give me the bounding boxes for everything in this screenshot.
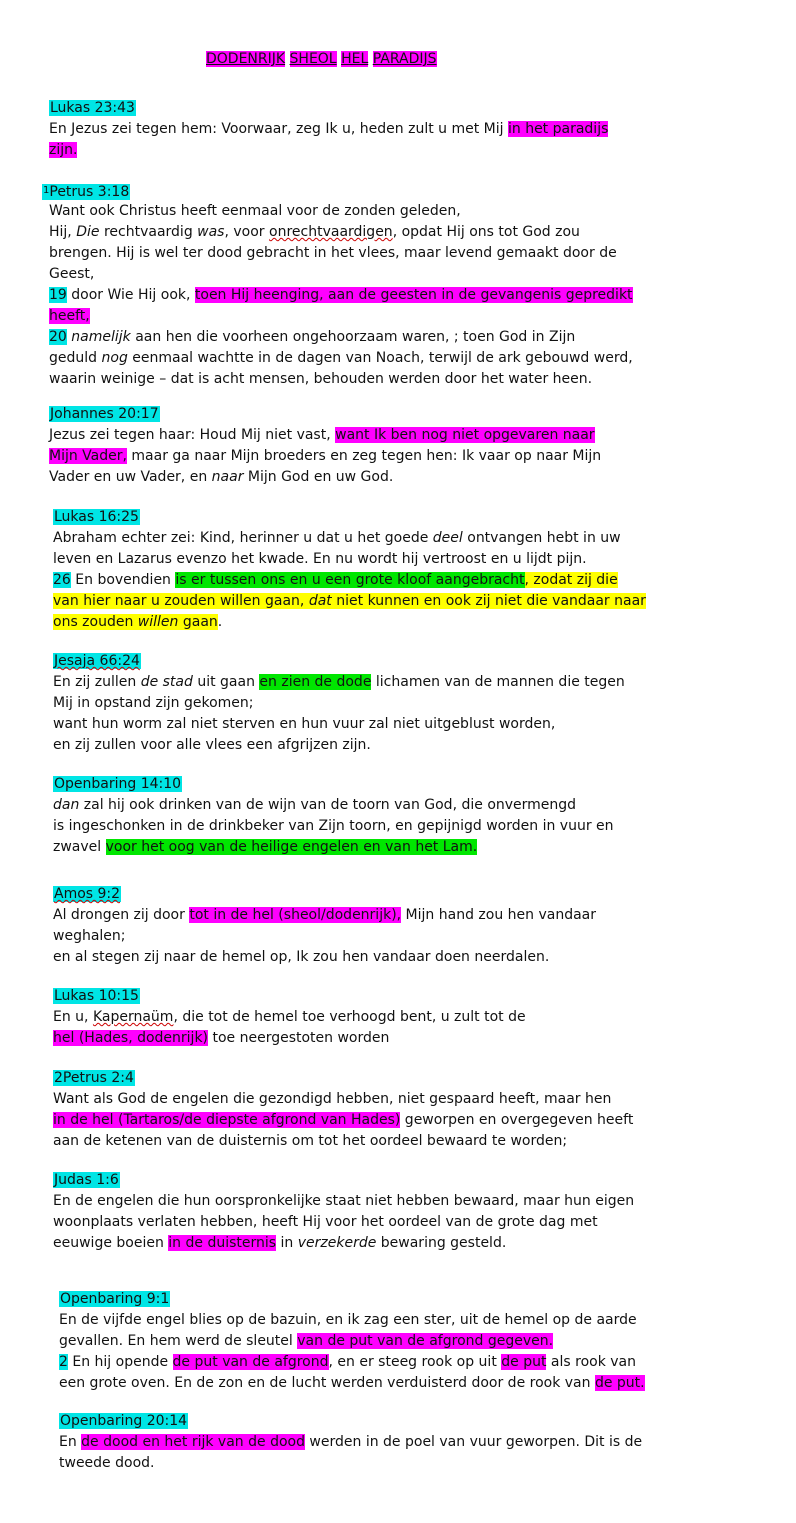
text-run: een grote oven. En de zon en de lucht werden verduisterd door de rook van	[59, 1375, 595, 1391]
text-run: Want ook Christus heeft eenmaal voor de zonden geleden,	[49, 203, 461, 219]
text-run: waarin weinige – dat is acht mensen, behouden werden door het water heen.	[49, 371, 593, 387]
text-run: , opdat Hij ons tot God zou	[392, 224, 580, 240]
passage-reference: Jesaja 66:24	[54, 653, 140, 669]
passage-line	[49, 243, 752, 264]
passage-lukas-16-25	[53, 507, 763, 633]
text-run: rechtvaardig	[99, 224, 198, 240]
passage-line	[59, 1331, 769, 1352]
passage-line	[59, 1352, 769, 1373]
magenta-highlight: want Ik ben nog niet opgevaren naar	[335, 427, 595, 443]
passage-reference: Amos 9:2	[54, 886, 121, 902]
spellcheck-word: onrechtvaardigen	[269, 224, 393, 240]
passage-line	[53, 795, 763, 816]
text-run: En Jezus zei tegen hem: Voorwaar, zeg Ik u, heden zult u met Mij	[49, 121, 508, 137]
spellcheck-word: Kapernaüm	[92, 1009, 174, 1025]
magenta-highlight: zijn.	[49, 142, 78, 158]
italic-run: verzekerde	[297, 1235, 377, 1251]
passage-line	[53, 1212, 763, 1233]
passage-line	[49, 369, 752, 390]
text-run: En u,	[53, 1009, 93, 1025]
yellow-highlight-italic: willen	[137, 614, 179, 630]
text-run: en zij zullen voor alle vlees een afgrijzen zijn.	[53, 737, 371, 753]
passage-line	[53, 1007, 763, 1028]
passage-line	[53, 591, 763, 612]
passage-line	[53, 1089, 763, 1110]
passage-line	[49, 425, 759, 446]
passage-line	[49, 201, 752, 222]
text-run: en al stegen zij naar de hemel op, Ik zou hen vandaar doen neerdalen.	[53, 949, 550, 965]
passage-reference: Openbaring 20:14	[60, 1413, 188, 1429]
passage-reference: Lukas 23:43	[50, 100, 135, 116]
passage-line	[53, 947, 763, 968]
text-run: eeuwige boeien	[53, 1235, 169, 1251]
green-highlight: voor het oog van de heilige engelen en van het Lam.	[105, 839, 478, 855]
text-run: is ingeschonken in de drinkbeker van Zijn toorn, en gepijnigd worden in vuur en	[53, 818, 614, 834]
text-run: in	[276, 1235, 298, 1251]
passage-line	[49, 264, 752, 285]
text-run: door Wie Hij ook,	[66, 287, 195, 303]
passage-line	[49, 285, 752, 306]
passage-lukas-10-15	[53, 986, 763, 1049]
text-run: geduld	[49, 350, 102, 366]
passage-line	[53, 528, 763, 549]
magenta-highlight: van de put van de afgrond gegeven.	[297, 1333, 554, 1349]
green-highlight: is er tussen ons en u een grote kloof aangebracht	[175, 572, 525, 588]
text-run: tweede dood.	[59, 1455, 155, 1471]
yellow-highlight: , zodat zij die	[524, 572, 618, 588]
magenta-highlight: Mijn Vader,	[49, 448, 127, 464]
title-word-hel: HEL	[341, 51, 369, 67]
passage-line	[49, 222, 752, 243]
magenta-highlight: heeft,	[49, 308, 90, 324]
text-run: , en er steeg rook op uit	[328, 1354, 502, 1370]
magenta-highlight: tot in de hel (sheol/dodenrijk),	[189, 907, 402, 923]
verse-number: 26	[53, 572, 71, 588]
magenta-highlight: in het paradijs	[507, 121, 609, 137]
passage-line	[59, 1453, 769, 1474]
text-run: want hun worm zal niet sterven en hun vuur zal niet uitgeblust worden,	[53, 716, 556, 732]
text-run: woonplaats verlaten hebben, heeft Hij voor het oordeel van de grote dag met	[53, 1214, 598, 1230]
title-word-paradijs: PARADIJS	[372, 51, 437, 67]
yellow-highlight: gaan	[178, 614, 218, 630]
italic-run: Die	[76, 224, 100, 240]
passage-line	[49, 467, 759, 488]
italic-run: deel	[432, 530, 463, 546]
text-run: En	[59, 1434, 82, 1450]
passage-judas-1-6	[53, 1170, 763, 1254]
text-run: werden in de poel van vuur geworpen. Dit is de	[304, 1434, 643, 1450]
text-run: Vader en uw Vader, en	[49, 469, 212, 485]
passage-line	[53, 672, 763, 693]
text-run: geworpen en overgegeven heeft	[400, 1112, 634, 1128]
title-word-sheol: SHEOL	[289, 51, 337, 67]
yellow-highlight-italic: dat	[308, 593, 332, 609]
passage-reference: Openbaring 14:10	[54, 776, 182, 792]
passage-reference: Lukas 16:25	[54, 509, 139, 525]
text-run: Jezus zei tegen haar: Houd Mij niet vast,	[49, 427, 336, 443]
text-run: zal hij ook drinken van de wijn van de toorn van God, die onvermengd	[79, 797, 577, 813]
verse-number: 19	[49, 287, 67, 303]
passage-line	[53, 570, 763, 591]
passage-reference: 2Petrus 2:4	[54, 1070, 134, 1086]
text-run: lichamen van de mannen die tegen	[371, 674, 625, 690]
text-run: En zij zullen	[53, 674, 141, 690]
passage-line	[49, 140, 759, 161]
passage-reference: Judas 1:6	[54, 1172, 119, 1188]
green-highlight: en zien de dode	[259, 674, 372, 690]
text-run: , voor	[224, 224, 270, 240]
text-run: , die tot de hemel toe verhoogd bent, u zult tot de	[173, 1009, 526, 1025]
text-run: Mij in opstand zijn gekomen;	[53, 695, 254, 711]
verse-number: 20	[49, 329, 67, 345]
text-run: Hij,	[49, 224, 77, 240]
italic-run: nog	[101, 350, 128, 366]
passage-johannes-20-17	[49, 404, 759, 488]
text-run: En hij opende	[67, 1354, 173, 1370]
passage-line	[53, 1028, 763, 1049]
text-run: Abraham echter zei: Kind, herinner u dat u het goede	[53, 530, 433, 546]
passage-line	[53, 714, 763, 735]
italic-run: namelijk	[71, 329, 131, 345]
italic-run: was	[197, 224, 225, 240]
passage-line	[53, 905, 763, 926]
page-title	[206, 49, 437, 69]
passage-openbaring-14-10	[53, 774, 763, 858]
reference-text: Petrus 3:18	[49, 184, 130, 200]
text-run: En de vijfde engel blies op de bazuin, en ik zag een ster, uit de hemel op de aarde	[59, 1312, 637, 1328]
text-run: weghalen;	[53, 928, 126, 944]
text-run: .	[217, 614, 223, 630]
title-word-dodenrijk: DODENRIJK	[206, 51, 286, 67]
text-run: zwavel	[53, 839, 106, 855]
passage-amos-9-2	[53, 884, 763, 968]
text-run: Geest,	[49, 266, 95, 282]
text-run: als rook van	[546, 1354, 637, 1370]
passage-line	[53, 926, 763, 947]
passage-line	[49, 327, 752, 348]
passage-lukas-23-43	[49, 98, 759, 161]
passage-line	[53, 1110, 763, 1131]
magenta-highlight: hel (Hades, dodenrijk)	[53, 1030, 209, 1046]
text-run: Mijn God en uw God.	[243, 469, 394, 485]
passage-2-petrus-2-4	[53, 1068, 763, 1152]
passage-line	[49, 348, 752, 369]
magenta-highlight: de put.	[594, 1375, 645, 1391]
text-run: leven en Lazarus evenzo het kwade. En nu wordt hij vertroost en u lijdt pijn.	[53, 551, 587, 567]
text-run: Al drongen zij door	[53, 907, 190, 923]
passage-1-petrus-3-18	[42, 180, 752, 390]
italic-run: de stad	[140, 674, 193, 690]
text-run: bewaring gesteld.	[376, 1235, 507, 1251]
magenta-highlight: de put	[501, 1354, 547, 1370]
passage-line	[59, 1373, 769, 1394]
text-run: toe neergestoten worden	[208, 1030, 390, 1046]
text-run: aan de ketenen van de duisternis om tot het oordeel bewaard te worden;	[53, 1133, 568, 1149]
text-run: uit gaan	[192, 674, 260, 690]
passage-line	[53, 1233, 763, 1254]
passage-line	[53, 837, 763, 858]
passage-openbaring-20-14	[59, 1411, 769, 1474]
passage-line	[53, 549, 763, 570]
passage-openbaring-9-1	[59, 1289, 769, 1394]
text-run: gevallen. En hem werd de sleutel	[59, 1333, 298, 1349]
magenta-highlight: toen Hij heenging, aan de geesten in de gevangenis gepredikt	[194, 287, 633, 303]
reference-prefix: 1	[43, 185, 50, 196]
passage-line	[49, 306, 752, 327]
passage-reference: Openbaring 9:1	[60, 1291, 170, 1307]
passage-jesaja-66-24	[53, 651, 763, 756]
passage-line	[53, 1191, 763, 1212]
text-run: maar ga naar Mijn broeders en zeg tegen hen: Ik vaar op naar Mijn	[126, 448, 602, 464]
text-run: aan hen die voorheen ongehoorzaam waren, ; toen God in Zijn	[130, 329, 576, 345]
magenta-highlight: de dood en het rijk van de dood	[81, 1434, 305, 1450]
italic-run: dan	[53, 797, 80, 813]
text-run: eenmaal wachtte in de dagen van Noach, terwijl de ark gebouwd werd,	[127, 350, 633, 366]
text-run: brengen. Hij is wel ter dood gebracht in het vlees, maar levend gemaakt door de	[49, 245, 617, 261]
magenta-highlight: in de duisternis	[168, 1235, 277, 1251]
passage-line	[53, 612, 763, 633]
passage-line	[59, 1432, 769, 1453]
passage-line	[49, 446, 759, 467]
magenta-highlight: de put van de afgrond	[172, 1354, 329, 1370]
passage-line	[59, 1310, 769, 1331]
yellow-highlight: van hier naar u zouden willen gaan,	[53, 593, 309, 609]
text-run: Want als God de engelen die gezondigd hebben, niet gespaard heeft, maar hen	[53, 1091, 612, 1107]
yellow-highlight: niet kunnen en ook zij niet die vandaar naar	[331, 593, 646, 609]
passage-reference	[42, 184, 130, 200]
passage-reference: Johannes 20:17	[50, 406, 159, 422]
magenta-highlight: in de hel (Tartaros/de diepste afgrond van Hades)	[53, 1112, 401, 1128]
passage-line	[53, 735, 763, 756]
text-run: En de engelen die hun oorspronkelijke staat niet hebben bewaard, maar hun eigen	[53, 1193, 635, 1209]
text-run: En bovendien	[70, 572, 176, 588]
passage-line	[53, 693, 763, 714]
passage-line	[53, 1131, 763, 1152]
verse-number: 2	[59, 1354, 68, 1370]
yellow-highlight: ons zouden	[53, 614, 138, 630]
passage-line	[53, 816, 763, 837]
passage-line	[49, 119, 759, 140]
italic-run: naar	[211, 469, 244, 485]
passage-reference: Lukas 10:15	[54, 988, 139, 1004]
text-run: Mijn hand zou hen vandaar	[401, 907, 596, 923]
text-run: ontvangen hebt in uw	[462, 530, 621, 546]
